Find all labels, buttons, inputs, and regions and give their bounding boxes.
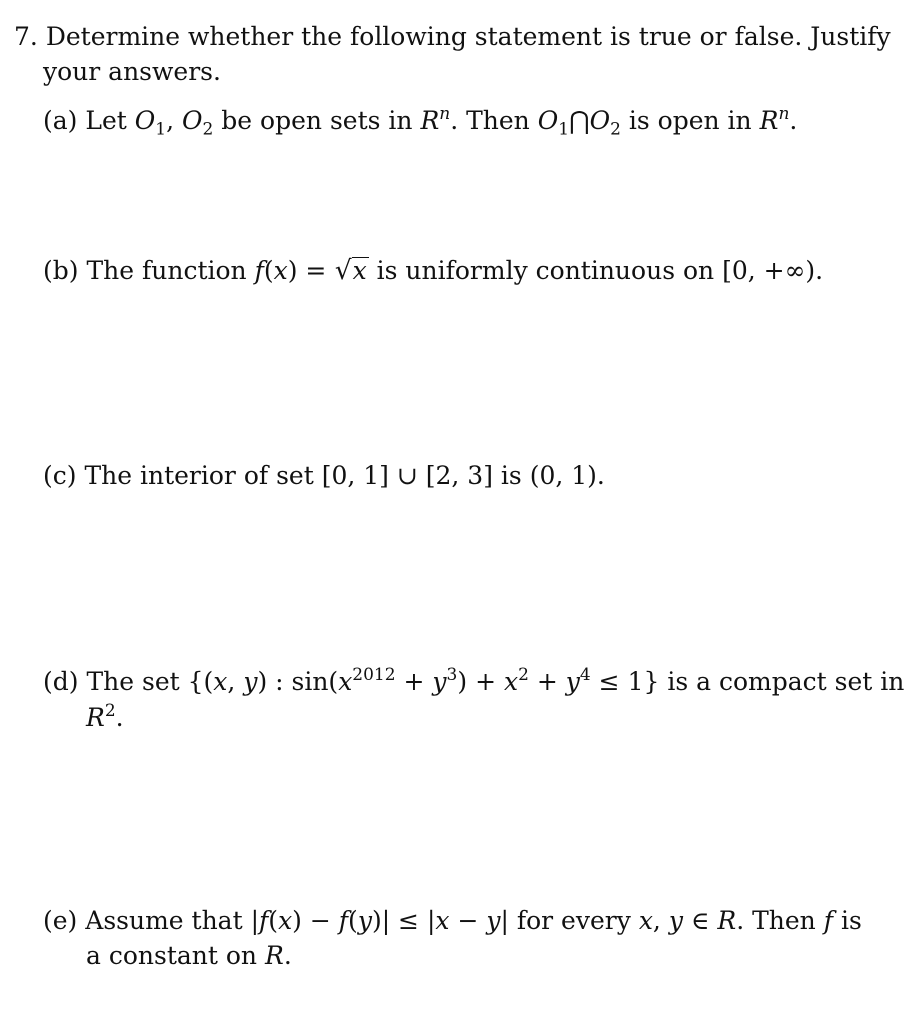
part-a-text: Let — [85, 106, 127, 135]
part-a-label: (a) — [43, 106, 78, 135]
math-f: f — [823, 906, 833, 935]
problem-header-line1 — [14, 22, 891, 52]
part-d-line1 — [43, 664, 905, 697]
part-a-text: . — [789, 106, 798, 135]
math-set-definition: {(x, y) : $\sin(x^{2012} + y^3) + x^2 + y^4 \le 1$} — [187, 664, 660, 696]
part-d-label: (d) — [43, 667, 79, 696]
part-e-text: a constant on — [86, 941, 258, 970]
part-a-text: . Then — [450, 106, 530, 135]
math-open-interval: (0, 1) — [529, 461, 597, 490]
problem-header-line2 — [43, 57, 221, 87]
part-c-text: is — [500, 461, 522, 490]
part-d-text: is a compact set in — [667, 667, 905, 696]
part-e-label: (e) — [43, 906, 78, 935]
math-open-sets: $O_1$, $O_2$ — [134, 106, 214, 140]
part-b-text: is uniformly continuous on — [376, 256, 715, 285]
math-lipschitz: |f(x) − f(y)| ≤ |x − y| — [250, 906, 509, 935]
part-b-text: . — [815, 256, 824, 285]
part-e-text: is — [840, 906, 862, 935]
part-a-text: is open in — [628, 106, 752, 135]
math-rn: $R^n$ — [759, 103, 790, 135]
period: . — [115, 703, 124, 732]
part-b-label: (b) — [43, 256, 79, 285]
math-rn: $R^n$ — [420, 103, 451, 135]
math-function-sqrt: f(x) = √x — [254, 256, 367, 286]
math-r: R — [265, 941, 284, 970]
part-d-text: The set — [86, 667, 180, 696]
math-r2: $R^2$ — [86, 700, 116, 732]
part-c — [43, 461, 605, 491]
part-e-text: Assume that — [85, 906, 243, 935]
part-a — [43, 103, 798, 140]
part-c-label: (c) — [43, 461, 77, 490]
part-d-line2 — [86, 700, 124, 733]
instruction-text-cont: your answers. — [43, 57, 221, 86]
math-interval: [0, +∞) — [722, 256, 816, 285]
part-b-text: The function — [86, 256, 247, 285]
problem-number: 7. — [14, 22, 38, 51]
instruction-text: Determine whether the following statement is true or false. Justify — [45, 22, 891, 51]
part-e-text: . Then — [736, 906, 816, 935]
part-e-text: for every — [516, 906, 631, 935]
part-c-text: The interior of set — [84, 461, 314, 490]
math-xy-in-r: x, y ∈ R — [638, 906, 737, 935]
math-union-set: [0, 1] ∪ [2, 3] — [321, 461, 493, 490]
period: . — [283, 941, 292, 970]
part-a-text: be open sets in — [221, 106, 413, 135]
math-intersection: $O_1⋂O_2$ — [537, 106, 621, 140]
part-c-text: . — [596, 461, 605, 490]
part-e-line2 — [86, 941, 292, 971]
part-b — [43, 256, 823, 286]
part-e-line1 — [43, 906, 862, 936]
